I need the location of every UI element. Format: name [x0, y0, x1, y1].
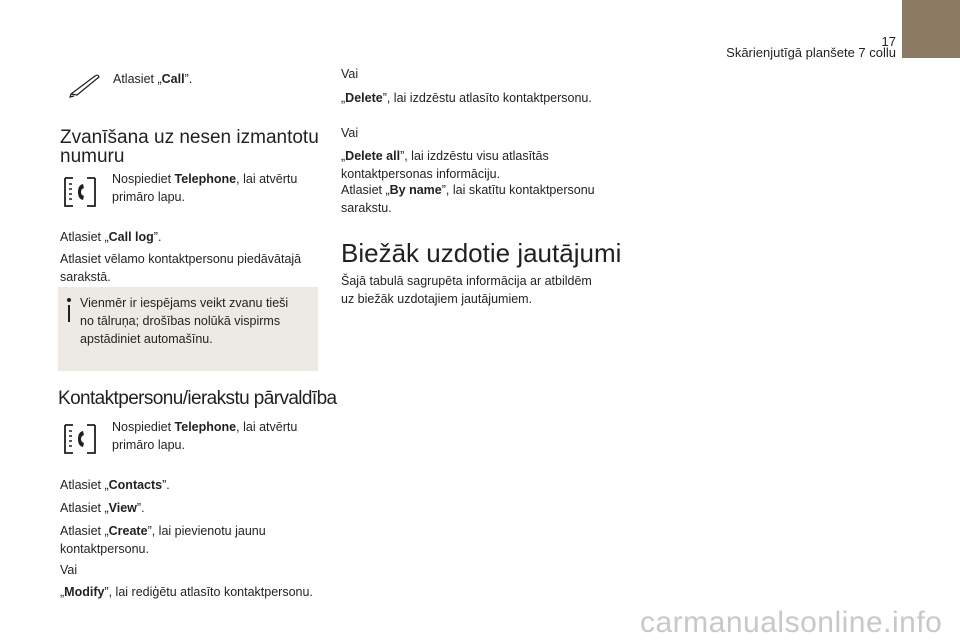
modify-instruction: „Modify”, lai rediģētu atlasīto kontaktpersonu. — [60, 585, 313, 599]
note-text: Vienmēr ir iespējams veikt zvanu tieši no tālruņa; drošības nolūkā vispirms apstādiniet automašīnu. — [80, 296, 289, 346]
watermark: carmanualsonline.info — [640, 606, 943, 639]
heading-faq: Biežāk uzdotie jautājumi — [341, 238, 622, 268]
or-text-2: Vai — [341, 67, 359, 81]
telephone-icon — [64, 175, 96, 209]
select-contact-instruction: Atlasiet vēlamo kontaktpersonu piedāvātajā sarakstā. — [60, 252, 302, 284]
info-icon — [64, 297, 74, 323]
press-telephone-2: Nospiediet Telephone, lai atvērtu primāro lapu. — [112, 420, 298, 452]
or-text-1: Vai — [60, 563, 78, 577]
call-instruction: Atlasiet „Call”. — [113, 72, 193, 86]
telephone-icon — [64, 422, 96, 456]
corner-tab — [902, 0, 960, 58]
section-title: Skārienjutīgā planšete 7 collu — [726, 45, 896, 60]
view-instruction: Atlasiet „View”. — [60, 501, 145, 515]
create-instruction: Atlasiet „Create”, lai pievienotu jaunu kontaktpersonu. — [60, 524, 266, 556]
delete-all-instruction: „Delete all”, lai izdzēstu visu atlasītās kontaktpersonas informāciju. — [341, 149, 549, 181]
heading-recent-number: Zvanīšana uz nesen izmantotu numuru — [60, 127, 319, 167]
pen-icon — [68, 72, 102, 98]
page-number: 17 — [881, 34, 896, 49]
press-telephone-1: Nospiediet Telephone, lai atvērtu primāro lapu. — [112, 172, 298, 204]
heading-contact-management: Kontaktpersonu/ierakstu pārvaldība — [58, 388, 337, 409]
contacts-instruction: Atlasiet „Contacts”. — [60, 478, 170, 492]
delete-instruction: „Delete”, lai izdzēstu atlasīto kontaktpersonu. — [341, 91, 592, 105]
faq-text: Šajā tabulā sagrupēta informācija ar atbildēm uz biežāk uzdotajiem jautājumiem. — [341, 274, 592, 306]
call-log-instruction: Atlasiet „Call log”. — [60, 230, 162, 244]
by-name-instruction: Atlasiet „By name”, lai skatītu kontaktpersonu sarakstu. — [341, 183, 595, 215]
or-text-3: Vai — [341, 126, 359, 140]
